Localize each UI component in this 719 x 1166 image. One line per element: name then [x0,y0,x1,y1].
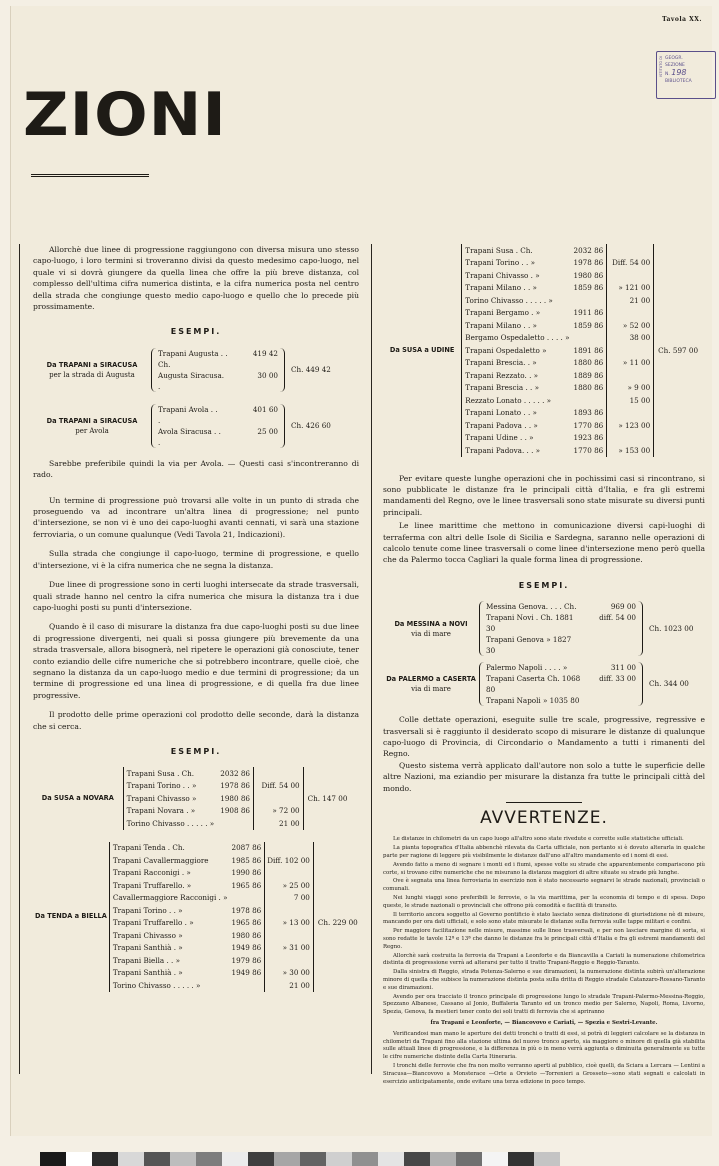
cell-leg: Trapani Racconigi . » [109,867,229,880]
table-susa-udine [383,244,705,457]
cell-diff [607,369,654,382]
paragraph: Sulla strada che congiunge il capo-luogo, termine di progressione, e quello d'intersezione, vi è la cifra numerica che ne segna la distanza. [33,549,359,570]
cell-val [230,892,265,905]
color-swatch [352,1152,378,1166]
warnings-center-line: fra Trapani e Leonforte, — Biancovovo e Cariati, — Spezia e Sestri-Levante. [430,1019,658,1026]
example-total: Ch. 1023 00 [649,623,694,633]
warning-paragraph: Ove è segnata una linea ferroviaria in esercizio non è stato necessario segnarvi le strade nazionali, provinciali o comunali. [383,878,705,893]
cell-leg: Trapani Milano . . » [462,282,572,295]
cell-val: 1880 86 [572,357,607,370]
example-palermo-caserta: Da PALERMO a CASERTA via di mare Palermo Napoli . . . . » 311 00 Trapani Caserta Ch. 1068 80 diff. 33 00 Trapani Napoli » 1035 80 Ch. 344 00 [386,663,689,706]
cell-leg: Trapani Lonato . . » [462,407,572,420]
cell-total: Ch. 597 00 [658,345,699,355]
section-heading: ESEMPI. [170,327,222,337]
cell-diff: » 9 00 [607,382,654,395]
cell-val: 1980 86 [218,792,253,805]
warnings-text [383,836,705,1086]
cell-total [313,979,359,992]
example-trapani-siracusa-augusta: Da TRAPANI a SIRACUSA per la strada di Augusta Trapani Augusta . . Ch. 419 42 Augusta Siracusa. . 30 00 Ch. 449 42 [46,348,331,391]
cell-total [313,929,359,942]
cell-diff: » 13 00 [265,917,314,930]
example-total: Ch. 426 60 [291,421,331,431]
cell-total [313,954,359,967]
warning-paragraph: Le distanze in chilometri da un capo luogo all'altro sono state rivedute e corrette sulle statistiche ufficiali. [393,836,684,843]
cell-total: Ch. 229 00 [317,918,358,928]
warning-paragraph: Dalla sinistra di Reggio, strada Potenza-Salerno e sue diramazioni, la numerazione distinta subirà un'alterazione minore di quella che subisce la numerazione distinta posta sulla dritta di Reggio stradale Catanzaro-Rossano-Taranto e sue diramazioni. [383,969,705,991]
cell-val: 1880 86 [572,382,607,395]
cell-diff: Diff. 54 00 [254,780,304,793]
cell-leg: Trapani Chivasso » [123,792,218,805]
cell-total [313,854,359,867]
cell-leg: Trapani Truffarello . » [109,917,229,930]
cell-val: 1965 86 [230,879,265,892]
divider [506,802,582,803]
cell-val: 1923 86 [572,432,607,445]
cell-leg: Trapani Truffarello. » [109,879,229,892]
cell-diff: 21 00 [265,979,314,992]
cell-diff [607,344,654,357]
warning-paragraph: Allorchè sarà costruita la ferrovia da Trapani a Leonforte e da Biancavilla a Cariati la numerazione chilometrica distinta di progressione verrà ad alterarsi per tutto il tratto Trapani-Reggio e Reggio-Taranto. [383,952,705,967]
cell-val: 1908 86 [218,805,253,818]
paragraph: Questo sistema verrà applicato dall'autore non solo a tutte le superficie delle altre Nazioni, ma eziandio per misurare la distanza fra tutte le principali città del mondo. [383,760,705,793]
color-swatch [40,1152,66,1166]
route-label: Da SUSA a NOVARA [41,793,114,802]
cell-leg: Trapani Torino . . » [462,257,572,270]
cell-leg: Trapani Rezzato. . » [462,369,572,382]
cell-leg: Trapani Santhià . » [109,942,229,955]
cell-leg: Trapani Santhià . » [109,967,229,980]
cell-diff: Diff. 102 00 [265,854,314,867]
cell-val: 1980 86 [230,929,265,942]
cell-total [303,817,359,830]
cell-diff [607,407,654,420]
cell-leg: Trapani Ospedaletto » [462,344,572,357]
cell-val: 1911 86 [572,307,607,320]
cell-val: 1978 86 [218,780,253,793]
color-swatch [326,1152,352,1166]
table-row [33,767,359,780]
cell-diff [607,244,654,257]
cell-total [313,942,359,955]
cell-val: 2032 86 [218,767,253,780]
page-title: ZIONI [23,79,227,150]
color-swatch [66,1152,92,1166]
cell-diff [254,767,304,780]
section-heading: ESEMPI. [170,746,222,756]
title-rule [31,174,149,177]
table-tenda-biella [33,842,360,992]
paragraph: Allorchè due linee di progressione raggiungono con diversa misura uno stesso capo-luogo, i loro termini si troveranno divisi da questo medesimo capo-luogo, nel quale vi si dovrà giungere da quella linea che offre la più breve distanza, col complesso dell'ultima cifra numerica distinta, e la cifra numerica posta nel centro della strada che congiunge questo medio capo-luogo e quello che lo precede più prossimamente. [33,245,359,312]
cell-diff: » 52 00 [607,319,654,332]
paragraph: Due linee di progressione sono in certi luoghi intersecate da strade trasversali, quali strade hanno nel centro la cifra numerica che misura la distanza tra i due capo-luoghi posti su punti d'intersezione. [33,580,359,612]
warning-paragraph: Verificandosi man mano le aperture dei detti tronchi o tratti di essi, si potrà di leggieri calcolare se la distanza in chilometri da Trapani fino alla stazione ultima del nuovo tronco aperto, sia maggiore o minore di quella già stabilita sulle attuali linee di progressione, e la differenza in più o in meno verrà aggiunta o diminuita generalmente su tutte le cifre numeriche distinte della Carta Itineraria. [383,1030,705,1061]
color-calibration-bar [40,1152,560,1166]
color-swatch [170,1152,196,1166]
cell-total [313,867,359,880]
warning-paragraph: Avendo fatto a meno di segnare i monti ed i fiumi, spesse volte su strade che apparentemente compariscono più corte, si trovano cifre numeriche che ne misurano la distanza maggiori di altre situate su strade più lunghe. [383,861,705,876]
cell-diff: » 121 00 [607,282,654,295]
table-row [383,244,705,257]
color-swatch [196,1152,222,1166]
cell-diff: 21 00 [607,294,654,307]
cell-total [313,892,359,905]
cell-total [303,767,359,780]
paragraph: Le linee marittime che mettono in comunicazione diversi capi-luoghi di terraferma con altri delle Isole di Sicilia e Sardegna, saranno nelle operazioni di calcolo tenute come linee trasversali o come linee d'intersezione meno però quella che da Palermo tocca Cagliari la quale forma linea di progressione. [383,521,705,565]
color-swatch [300,1152,326,1166]
library-stamp: ISTITUTO DI GEOGR. SEZIONE N. 198 BIBLIOTECA [656,51,716,99]
color-swatch [274,1152,300,1166]
cell-val: 1985 86 [230,854,265,867]
cell-diff: » 31 00 [265,942,314,955]
color-swatch [92,1152,118,1166]
color-swatch [144,1152,170,1166]
table-row [33,842,360,855]
warning-paragraph: Avendo per ora tracciato il tronco principale di progressione lungo lo stradale Trapani-Palermo-Messina-Reggio, Spezzano Albanese, Cassano al Jonio, Buffaleria Taranto ed un tronco medio per Salerno, Napoli, Roma, Livorno, Spezia, Genova, fa mestieri tener conto dei soli tratti di ferrovia che si apriranno [383,993,705,1016]
cell-diff [254,792,304,805]
cell-val: 1978 86 [572,257,607,270]
warnings-heading: AVVERTENZE. [480,808,608,828]
color-swatch [222,1152,248,1166]
warning-paragraph: Per maggiore facilitazione nelle misure, massime sulle linee trasversali, e per non lasciare margine di sorta, si sono redatte le tavole 12ª e 13ª che danno le distanze fra le principali città d'Italia e fra gli estremi mandamenti del Regno. [383,928,705,950]
cell-diff [265,842,314,855]
cell-val: 1979 86 [230,954,265,967]
color-swatch [404,1152,430,1166]
cell-diff [265,904,314,917]
cell-val: 1949 86 [230,942,265,955]
paragraph: Quando è il caso di misurare la distanza fra due capo-luoghi posti su due linee di progressione divergenti, nei quali si possa giungere più brevemente da una strada trasversale, allora bisognerà, nel ripetere le operazioni già conosciute, tener conto eziandio delle cifre numeriche che si potrebbero incontrare, quelle cioè, che segnano la distanza da un capo-luogo medio e due termini di progressione; da un termine di progressione ed una linea di progressione, e di quella fra due linee progressive. [33,622,359,700]
cell-leg: Trapani Susa . Ch. [123,767,218,780]
route-label: Da SUSA a UDINE [389,345,455,354]
cell-leg: Trapani Susa . Ch. [462,244,572,257]
cell-leg: Cavallermaggiore Racconigi . » [109,892,229,905]
cell-leg: Bergamo Ospedaletto . . . . » [462,332,572,345]
cell-val [218,817,253,830]
cell-diff [607,307,654,320]
cell-leg: Trapani Milano . . » [462,319,572,332]
paragraph: Un termine di progressione può trovarsi alle volte in un punto di strada che proseguendo va ad incontrare un'altra linea di progressione; nel punto d'intersezione, se non vi è uno dei capo-luoghi avanti cennati, vi sarà una stazione ferroviaria, o un comune qualunque (Vedi Tavola 21, Indicazioni). [33,495,359,539]
cell-leg: Rezzato Lonato . . . . . » [462,394,572,407]
cell-leg: Torino Chivasso . . . . . » [123,817,218,830]
cell-total [313,842,359,855]
center-column-rule [371,244,372,1074]
route-label: Da TENDA a BIELLA [35,912,107,921]
cell-val: 1990 86 [230,867,265,880]
cell-leg: Trapani Brescia . . » [462,382,572,395]
cell-diff [607,269,654,282]
cell-val: 1978 86 [230,904,265,917]
table-susa-novara [33,767,359,830]
cell-val [572,294,607,307]
left-column-rule [19,244,20,1074]
cell-val: 1770 86 [572,419,607,432]
table-number: Tavola XX. [662,16,702,23]
cell-leg: Torino Chivasso . . . . . » [109,979,229,992]
cell-leg: Trapani Padova. . . » [462,444,572,457]
cell-val: 1980 86 [572,269,607,282]
example-total: Ch. 344 00 [649,679,689,689]
cell-val [572,394,607,407]
left-column [33,244,359,992]
cell-leg: Trapani Tenda . Ch. [109,842,229,855]
cell-leg: Trapani Udine . . » [462,432,572,445]
cell-diff: » 153 00 [607,444,654,457]
cell-val: 1889 86 [572,369,607,382]
color-swatch [508,1152,534,1166]
cell-diff: » 25 00 [265,879,314,892]
cell-total [303,780,359,793]
paragraph: Colle dettate operazioni, eseguite sulle tre scale, progressive, regressive e trasversali si è raggiunto il desiderato scopo di misurare le distanze di qualunque capo-luogo di Provincia, di Circondario o Mandamento a tutti i rimanenti del Regno. [383,715,705,759]
cell-leg: Trapani Torino . . » [109,904,229,917]
cell-diff [265,929,314,942]
cell-diff: 21 00 [254,817,304,830]
cell-total [313,967,359,980]
cell-diff: 38 00 [607,332,654,345]
cell-leg: Torino Chivasso . . . . . » [462,294,572,307]
cell-leg: Trapani Bergamo . » [462,307,572,320]
color-swatch [456,1152,482,1166]
cell-diff [265,954,314,967]
warning-paragraph: La pianta topografica d'Italia abbenchè rilevata da Carta ufficiale, non pertanto si è dovuto alterarla in qualche parte per ragione di leggere più visibilmente le distanze dall'uno all'altro mandamento ed i nomi di essi. [383,845,705,859]
cell-leg: Trapani Biella . . » [109,954,229,967]
cell-diff [607,432,654,445]
example-trapani-siracusa-avola: Da TRAPANI a SIRACUSA per Avola Trapani Avola . . . 401 60 Avola Siracusa . . . 25 00 Ch. 426 60 [46,404,331,447]
cell-total [303,805,359,818]
section-heading: ESEMPI. [518,580,570,590]
right-column [383,244,705,1087]
document-sheet [10,6,712,1136]
cell-val [572,332,607,345]
warning-paragraph: Il territorio ancora soggetto al Governo pontificio è stato lasciato senza distinzione di giurisdizione nè di misure, mancando per ora dati ufficiali, e solo sono state misurate le distanze sulla ferrovia sulle tappe militari e confini. [383,911,705,926]
cell-leg: Trapani Torino . . » [123,780,218,793]
paragraph: Sarebbe preferibile quindi la via per Avola. — Questi casi s'incontreranno di rado. [33,458,359,480]
cell-diff: » 11 00 [607,357,654,370]
cell-total [313,879,359,892]
cell-leg: Trapani Cavallermaggiore [109,854,229,867]
color-swatch [482,1152,508,1166]
cell-diff: » 30 00 [265,967,314,980]
color-swatch [378,1152,404,1166]
cell-leg: Trapani Chivasso » [109,929,229,942]
cell-val: 1893 86 [572,407,607,420]
cell-val: 1859 86 [572,319,607,332]
cell-leg: Trapani Brescia. . » [462,357,572,370]
warning-paragraph: I tronchi delle ferrovie che fra non molto verranno aperti al pubblico, cioè quelli, da Sciara a Lercara — Lentini a Siracusa—Biancovovo a Monsterace —Orte a Orvieto —Torrenieri a Grosseto—sono stati segnati e calcolati in esercizio anticipatamente, onde evitare una terza edizione in poco tempo. [383,1062,705,1085]
color-swatch [118,1152,144,1166]
cell-diff: 15 00 [607,394,654,407]
cell-val: 1770 86 [572,444,607,457]
cell-val: 1859 86 [572,282,607,295]
cell-diff: » 123 00 [607,419,654,432]
cell-leg: Trapani Chivasso . » [462,269,572,282]
color-swatch [248,1152,274,1166]
cell-diff: » 72 00 [254,805,304,818]
cell-val: 1891 86 [572,344,607,357]
color-swatch [534,1152,560,1166]
paragraph: Per evitare queste lunghe operazioni che in pochissimi casi si rincontrano, si sono pubblicate le distanze fra le principali città d'Italia, e fra gli estremi mandamenti del Regno, ove le linee trasversali sono state misurate su diversi punti principali. [383,473,705,517]
cell-val: 1949 86 [230,967,265,980]
cell-val: 1965 86 [230,917,265,930]
cell-val: 2032 86 [572,244,607,257]
cell-leg: Trapani Novara . » [123,805,218,818]
cell-val [230,979,265,992]
cell-total: Ch. 147 00 [307,793,348,803]
color-swatch [430,1152,456,1166]
cell-total [313,904,359,917]
cell-val: 2087 86 [230,842,265,855]
cell-diff: 7 00 [265,892,314,905]
paragraph: Il prodotto delle prime operazioni col prodotto delle seconde, darà la distanza che si cerca. [33,710,359,731]
example-total: Ch. 449 42 [291,365,331,375]
cell-diff: Diff. 54 00 [607,257,654,270]
cell-diff [265,867,314,880]
warning-paragraph: Nei lunghi viaggi sono preferibili le ferrovie, o la via marittima, per la economia di tempo e di spesa. Dopo queste, le strade nazionali o provinciali che offrono più comodità e facilità di transito. [383,894,705,909]
example-messina-novi: Da MESSINA a NOVI via di mare Messina Genova. . . . Ch. 969 00 Trapani Novi . Ch. 1881 30 diff. 54 00 Trapani Genova » 1827 30 Ch. 1023 00 [394,602,694,656]
cell-leg: Trapani Padova . . » [462,419,572,432]
